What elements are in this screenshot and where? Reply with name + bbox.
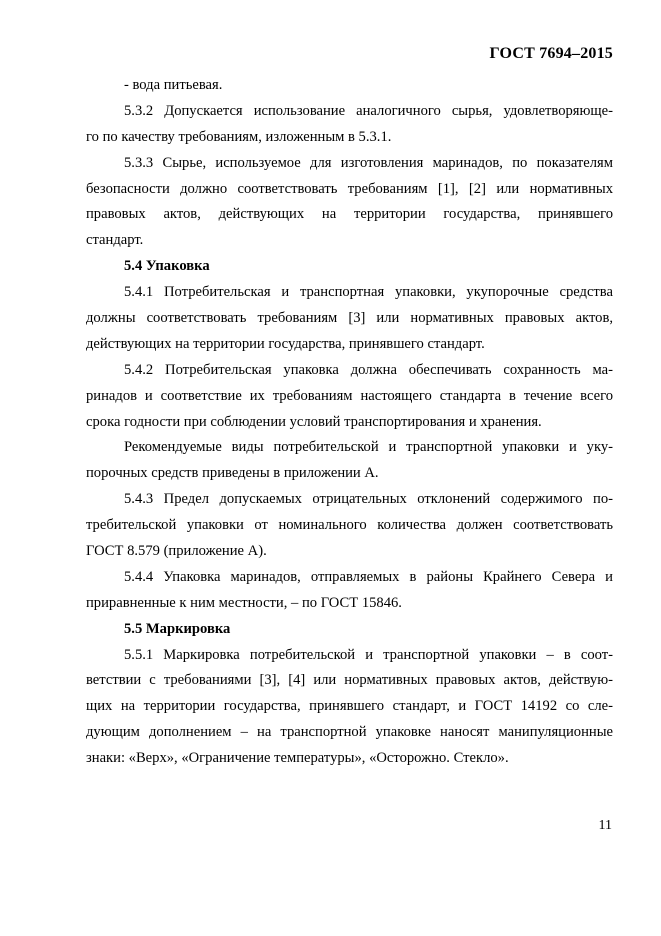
body-line: 5.4.2 Потребительская упаковка должна обеспечивать сохранность ма-	[124, 361, 613, 378]
document-id-header: ГОСТ 7694–2015	[489, 45, 613, 62]
body-line: правовых актов, действующих на территории государства, принявшего	[86, 206, 613, 223]
body-line: 5.3.3 Сырье, используемое для изготовления маринадов, по показателям	[124, 154, 613, 171]
body-line: знаки: «Верх», «Ограничение температуры», «Осторожно. Стекло».	[86, 750, 509, 767]
body-line: действующих на территории государства, принявшего стандарт.	[86, 335, 485, 352]
section-heading-5-4: 5.4 Упаковка	[124, 258, 210, 275]
body-line: 5.4.4 Упаковка маринадов, отправляемых в районы Крайнего Севера и	[124, 568, 613, 585]
section-heading-5-5: 5.5 Маркировка	[124, 620, 231, 637]
body-line: ринадов и соответствие их требованиям настоящего стандарта в течение всего	[86, 387, 613, 404]
body-line: безопасности должно соответствовать требованиям [1], [2] или нормативных	[86, 180, 613, 197]
body-line: должны соответствовать требованиям [3] или нормативных правовых актов,	[86, 310, 613, 327]
body-line: щих на территории государства, принявшего стандарт, и ГОСТ 14192 со сле-	[86, 698, 613, 715]
body-line: требительской упаковки от номинального количества должен соответствовать	[86, 517, 613, 534]
body-line: 5.4.1 Потребительская и транспортная упаковки, укупорочные средства	[124, 284, 613, 301]
body-line: стандарт.	[86, 232, 144, 249]
body-line: 5.3.2 Допускается использование аналогичного сырья, удовлетворяюще-	[124, 102, 613, 119]
body-line: порочных средств приведены в приложении А.	[86, 465, 379, 482]
body-line: - вода питьевая.	[124, 77, 223, 93]
body-line: 5.4.3 Предел допускаемых отрицательных отклонений содержимого по-	[124, 491, 613, 508]
page-number: 11	[598, 818, 612, 833]
body-line: 5.5.1 Маркировка потребительской и транспортной упаковки – в соот-	[124, 646, 613, 663]
document-body	[86, 73, 613, 772]
body-line: го по качеству требованиям, изложенным в 5.3.1.	[86, 128, 392, 145]
body-line: ветствии с требованиями [3], [4] или нормативных правовых актов, действую-	[86, 672, 613, 689]
body-line: Рекомендуемые виды потребительской и транспортной упаковки и уку-	[124, 439, 613, 456]
body-line: дующим дополнением – на транспортной упаковке наносят манипуляционные	[86, 724, 613, 741]
body-line: приравненные к ним местности, – по ГОСТ 15846.	[86, 594, 402, 611]
body-line: срока годности при соблюдении условий транспортирования и хранения.	[86, 413, 542, 430]
body-line: ГОСТ 8.579 (приложение А).	[86, 543, 267, 560]
